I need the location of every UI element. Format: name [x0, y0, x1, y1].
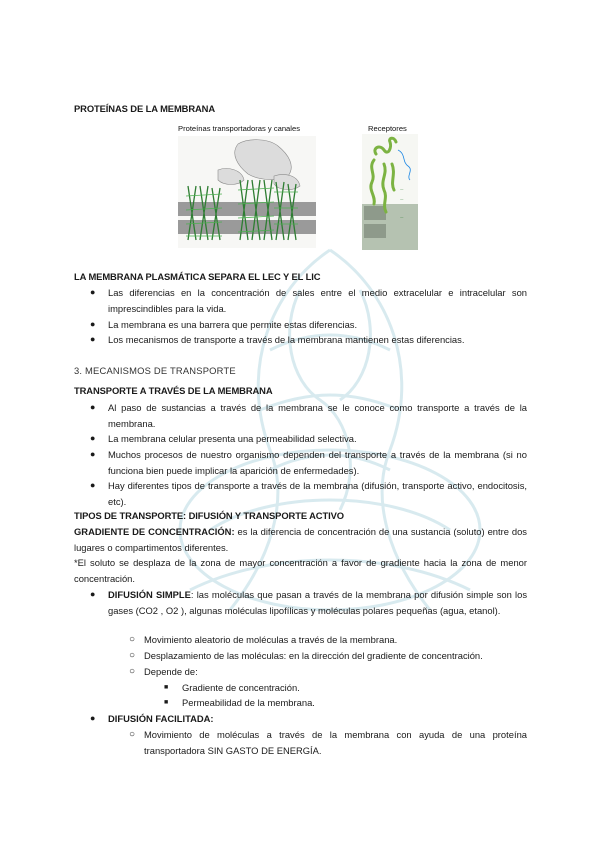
receptor-protein-image	[362, 134, 418, 250]
bullet-marker: ●	[90, 319, 96, 329]
svg-text:—: —	[400, 197, 404, 201]
svg-text:—: —	[400, 187, 404, 191]
bullet-marker: ●	[90, 402, 96, 412]
sub-item-depends-on: Depende de:	[144, 666, 198, 677]
list-item-transport-1: Al paso de sustancias a través de la membrana se le conoce como transporte a través de la membrana.	[108, 402, 527, 429]
list-item-simple-diffusion	[108, 587, 527, 618]
sub-sub-item-permeability: Permeabilidad de la membrana.	[182, 697, 315, 708]
figure-caption-receptors: Receptores	[368, 124, 407, 133]
sub-item-displacement: Desplazamiento de las moléculas: en la dirección del gradiente de concentración.	[144, 650, 483, 661]
gradient-definition: es la diferencia de concentración de una sustancia (soluto) entre dos lugares o compartimentos diferentes.	[74, 526, 527, 553]
heading-transport-types: TIPOS DE TRANSPORTE: DIFUSIÓN Y TRANSPORTE ACTIVO	[74, 510, 344, 521]
transporter-proteins-image	[178, 136, 316, 248]
list-item-facilitated-diffusion: DIFUSIÓN FACILITADA:	[108, 713, 214, 724]
heading-membrane-proteins: PROTEÍNAS DE LA MEMBRANA	[74, 103, 216, 114]
list-item-lec-2: La membrana es una barrera que permite estas diferencias.	[108, 319, 358, 330]
list-item-lec-3: Los mecanismos de transporte a través de la membrana mantienen estas diferencias.	[108, 334, 465, 345]
paragraph-gradient	[74, 524, 527, 555]
sub-item-facilitated-movement: Movimiento de moléculas a través de la membrana con ayuda de una proteína transportadora SIN GASTO DE ENERGÍA.	[144, 729, 527, 756]
square-marker: ■	[164, 684, 169, 691]
circle-marker: ○	[129, 634, 136, 645]
section-title-mechanisms: 3. MECANISMOS DE TRANSPORTE	[74, 365, 236, 376]
bullet-marker: ●	[90, 334, 96, 344]
list-item-transport-3: Muchos procesos de nuestro organismo dependen del transporte a través de la membrana (si no funciona bien puede implicar la aparición de enfermedades).	[108, 449, 527, 476]
circle-marker: ○	[129, 650, 136, 661]
figure-caption-transporters: Proteínas transportadoras y canales	[178, 124, 300, 133]
circle-marker: ○	[129, 666, 136, 677]
bullet-marker: ●	[90, 449, 96, 459]
svg-text:—: —	[400, 215, 404, 219]
simple-diffusion-label: DIFUSIÓN SIMPLE	[108, 589, 191, 600]
bullet-marker: ●	[90, 287, 96, 297]
list-item-transport-2: La membrana celular presenta una permeabilidad selectiva.	[108, 433, 357, 444]
bullet-marker: ●	[90, 589, 96, 599]
sub-item-random-movement: Movimiento aleatorio de moléculas a través de la membrana.	[144, 634, 398, 645]
bullet-marker: ●	[90, 480, 96, 490]
bullet-marker: ●	[90, 433, 96, 443]
bullet-marker: ●	[90, 713, 96, 723]
simple-diffusion-text: : las moléculas que pasan a través de la membrana por difusión simple son los gases (CO2 , O2 ), algunas moléculas lipofílicas y moléculas polares pequeñas (agua, etanol).	[108, 589, 528, 616]
paragraph-gradient-note: *El soluto se desplaza de la zona de mayor concentración a favor de gradiente hacia la zona de menor concentración.	[74, 557, 527, 584]
heading-lec-lic: LA MEMBRANA PLASMÁTICA SEPARA EL LEC Y EL LIC	[74, 271, 321, 282]
list-item-transport-4: Hay diferentes tipos de transporte a través de la membrana (difusión, transporte activo, endocitosis, etc).	[108, 480, 527, 507]
sub-sub-item-gradient: Gradiente de concentración.	[182, 682, 300, 693]
square-marker: ■	[164, 699, 169, 706]
list-item-lec-1: Las diferencias en la concentración de sales entre el medio extracelular e intracelular son imprescindibles para la vida.	[108, 287, 527, 314]
gradient-label: GRADIENTE DE CONCENTRACIÓN:	[74, 526, 235, 537]
heading-transport: TRANSPORTE A TRAVÉS DE LA MEMBRANA	[74, 385, 273, 396]
circle-marker: ○	[129, 729, 136, 740]
